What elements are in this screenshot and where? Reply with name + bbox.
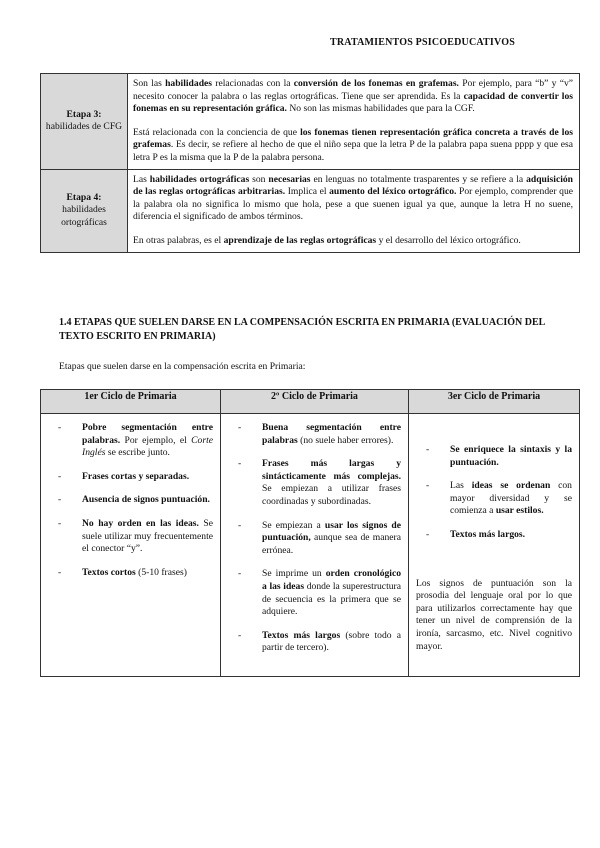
text-run: conversión de los fonemas en grafemas. [293,78,459,89]
text-run: Textos más largos. [450,528,526,540]
text-run: Son las [133,78,166,89]
text-run: Está relacionada con la conciencia de que [133,126,301,138]
dash-bullet-icon: - [58,422,62,433]
running-header: TRATAMIENTOS PSICOEDUCATIVOS [330,37,515,48]
bullet-list [48,422,213,579]
text-run: No son las mismas habilidades que para la CGF. [286,103,475,115]
section-heading: 1.4 ETAPAS QUE SUELEN DARSE EN LA COMPENSACIÓN ESCRITA EN PRIMARIA (EVALUACIÓN DEL TEXTO ESCRITO EN PRIMARIA) [59,317,545,342]
text-run: Pobre segmentación entre palabras. [82,422,213,446]
dash-bullet-icon: - [58,517,62,529]
list-item [228,422,401,447]
text-run: Textos cortos [82,566,136,578]
text-run: con mayor diversidad y se comienza a [450,480,572,517]
dash-bullet-icon: - [58,494,62,506]
dash-bullet-icon: - [426,528,430,540]
list-item [228,520,401,558]
table-header-row [41,390,580,414]
text-run: relacionadas con la [212,78,294,89]
table-row [41,414,580,677]
dash-bullet-icon: - [238,519,242,531]
dash-bullet-icon: - [58,566,62,578]
list-item [228,568,401,618]
dash-bullet-icon: - [238,568,242,580]
table-row [41,169,580,252]
bullet-list [416,444,572,542]
list-item [48,494,213,507]
stage-subtitle: habilidades ortográficas [61,204,107,228]
cycle-1-cell [41,414,221,677]
text-run: Ausencia de signos puntuación. [82,494,210,506]
intro-text: Etapas que suelen darse en la compensación escrita en Primaria: [59,361,306,372]
text-run: (no suele haber errores). [297,434,394,446]
cycle-2-cell [221,414,409,677]
list-item [228,630,401,655]
text-run: usar los signos de puntuación, [262,519,401,544]
dash-bullet-icon: - [238,629,242,641]
stage-subtitle: habilidades de CFG [45,121,123,133]
dash-bullet-icon: - [426,444,430,455]
bullet-list [228,422,401,655]
dash-bullet-icon: - [238,422,242,433]
text-run: (5-10 frases) [135,566,187,578]
text-run: Se empiezan a [262,519,325,531]
text-run: y el desarrollo del léxico ortográfico. [376,234,521,246]
list-item [48,567,213,580]
text-run: Frases más largas y sintácticamente más complejas. [262,458,401,482]
dash-bullet-icon: - [238,458,242,470]
list-item [48,422,213,460]
text-run: No hay orden en las ideas. [82,517,199,529]
list-item [48,518,213,556]
text-run: Se imprime un [262,568,326,580]
text-run: usar estilos. [495,505,544,517]
dash-bullet-icon: - [426,480,430,492]
text-run: Se enriquece la sintaxis y la puntuación. [450,444,572,468]
text-run: son [249,173,269,185]
text-run: adquisición de las reglas ortográficas arbitrarias. [133,173,574,198]
table-row [41,74,580,170]
list-item [416,529,572,542]
text-run: en lenguas no totalmente trasparentes y se refiere a la [310,173,527,185]
stage-label [41,74,128,170]
text-run: Se empiezan a utilizar frases coordinadas y subordinadas. [262,483,401,507]
text-run: aunque sea de manera errónea. [262,532,401,556]
text-run: Buena segmentación entre palabras [262,422,401,446]
column-header: 2º Ciclo de Primaria [221,390,409,414]
stages-table [40,73,580,253]
text-run: Las [450,480,472,492]
stage-title: Etapa 4: [66,191,102,203]
paragraph [133,127,573,165]
column-header: 1er Ciclo de Primaria [41,390,221,414]
text-run: Por ejemplo, para “b” y “v” necesito conocer la palabra o las reglas ortográficas. Tiene que ser aprendida. Es la [133,78,574,102]
text-run: se escribe junto. [105,447,170,459]
dash-bullet-icon: - [58,470,62,482]
paragraph [133,235,573,248]
text-run: donde la superestructura de secuencia es la primera que se adquiere. [262,580,401,618]
list-item [416,444,572,469]
text-run: Frases cortas y separadas. [82,470,190,482]
cycles-table [40,389,580,677]
text-run: Las [133,173,150,185]
text-run: Se suele utilizar muy frecuentemente el conector “y”. [82,517,213,555]
text-run: Por ejemplo, comprender que la palabra ola no significa lo mismo que hola, pese a que suenen igual ya que, aunque la letra H no suene, diferencia el significado de ambos términos. [133,186,574,223]
list-item [228,458,401,508]
text-run: Por ejemplo, el [120,434,192,446]
list-item [48,471,213,484]
text-run: . Es decir, se refiere al hecho de que el niño sepa que la letra P de la palabra papa suena pppp y que esa letra P es la misma que la P de la palabra persona. [133,139,573,163]
stage-description [128,74,580,170]
text-run: capacidad de convertir los fonemas en su representación gráfica. [133,90,573,115]
text-run: aumento del léxico ortográfico. [329,186,457,198]
text-run: orden cronológico a las ideas [262,568,402,592]
paragraph [133,78,573,116]
text-run: (sobre todo a partir de tercero). [262,629,401,654]
text-run: ideas se ordenan [471,480,551,492]
stage-description [128,169,580,252]
text-run: necesarias [268,173,311,185]
text-run: En otras palabras, es el [133,234,224,246]
text-run: aprendizaje de las reglas ortográficas [223,234,377,246]
stage-label [41,169,128,252]
text-run: Textos más largos [262,629,341,641]
stage-title: Etapa 3: [66,108,102,120]
text-run: Implica el [285,186,330,198]
cycle-note: Los signos de puntuación son la prosodia del lenguaje oral por lo que para utilizarlos correctamente hay que tener un nivel de comprensión de la ironía, sarcasmo, etc. Nivel cognitivo mayor. [416,577,572,652]
list-item [416,480,572,518]
text-run: habilidades ortográficas [149,173,250,185]
column-header: 3er Ciclo de Primaria [409,390,580,414]
text-run: los fonemas tienen representación gráfica concreta a través de los grafemas [133,126,573,151]
text-run: Corte Inglés [82,434,213,459]
paragraph [133,174,573,224]
text-run: habilidades [165,78,213,89]
cycle-3-cell [409,414,580,677]
